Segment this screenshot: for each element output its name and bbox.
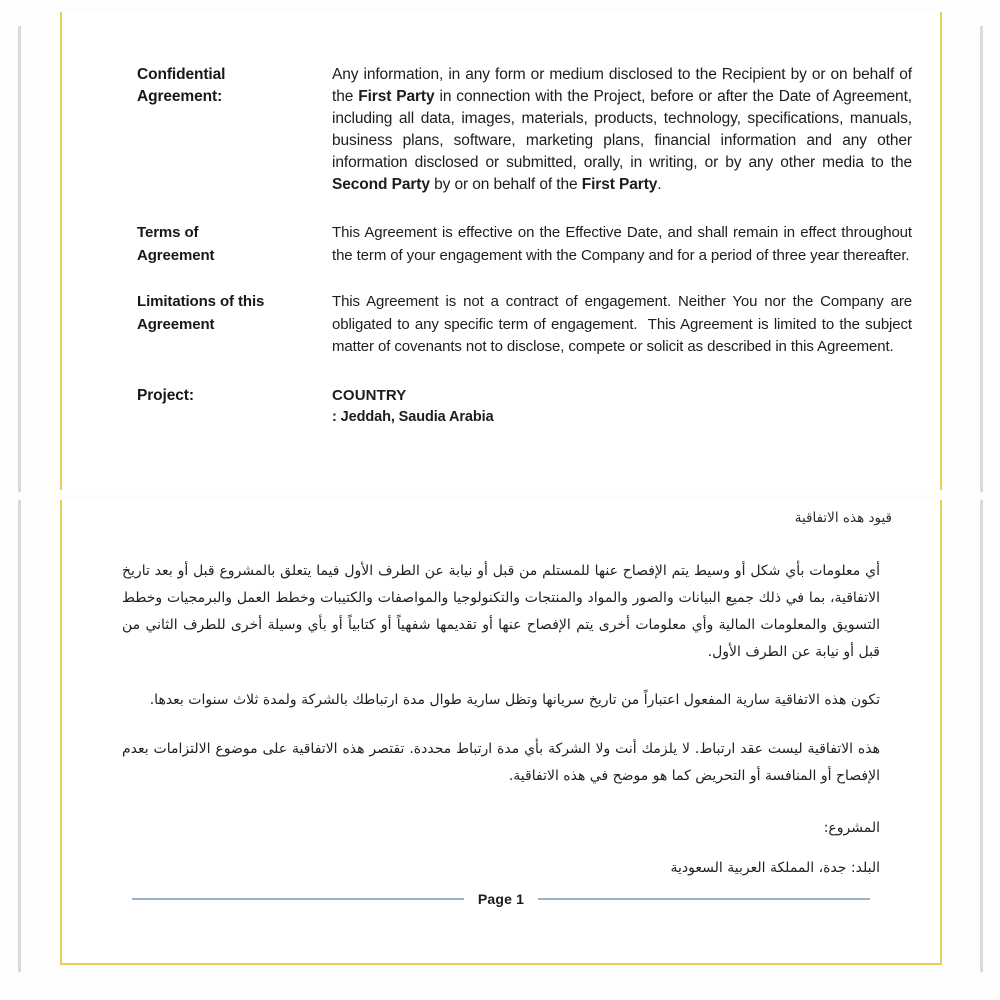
clause-row-limitations-of-this-agreement [137,291,912,359]
english-agreement-block [137,64,912,427]
clause-row-project [137,385,912,428]
page-footer [132,891,870,907]
clause-body-confidential-agreement: Any information, in any form or medium disclosed to the Recipient by or on behalf of the First Party in connection with the Project, before or after the Date of Agreement, including all data, images, materials, products, technology, specifications, manuals, business plans, software, marketing plans, financial information and any other information disclosed or submitted, orally, in writing, or by any other media to the Second Party by or on behalf of the First Party. [332,66,912,193]
clause-label-line-1: Confidential [137,66,226,83]
arabic-agreement-block [100,508,902,882]
arabic-project-label: المشروع: [823,819,880,836]
scan-rail-left-bottom [18,500,21,972]
clause-body-terms-of-agreement: This Agreement is effective on the Effective Date, and shall remain in effect throughout the term of your engagement with the Company and for a period of three year thereafter. [332,224,912,264]
arabic-paragraph-confidential: أي معلومات بأي شكل أو وسيط يتم الإفصاح عنها للمستلم من قبل أو نيابة عن الطرف الأول فيما يتعلق بالمشروع قبل أو بعد تاريخ الاتفاقية، بما في ذلك جميع البيانات والصور والمواد والمنتجات والتكنولوجيا والمواصفات والكتيبات وخطط العمل والبرمجيات وخطط التسويق والمعلومات المالية وأي معلومات أخرى يتم الإفصاح عنها أو تقديمها شفهياً أو كتابياً أو بأي وسيلة أخرى للطرف الثاني من قبل أو نيابة عن الطرف الأول. [122,562,880,661]
clause-label-line-1: Terms of [137,224,199,241]
clause-label-line-2: Agreement [137,315,215,333]
arabic-paragraph-limitations: هذه الاتفاقية ليست عقد ارتباط. لا يلزمك أنت ولا الشركة بأي مدة ارتباط محددة. تقتصر هذه الاتفاقية على موضوع الالتزامات بعدم الإفصاح أو المنافسة أو التحريض كما هو موضح في هذه الاتفاقية. [122,741,880,785]
scan-rail-right-top [980,26,983,492]
clause-label-line-2: Agreement [137,246,215,264]
clause-label-confidential-agreement [137,64,332,108]
clause-label-project: Project: [137,386,194,404]
scan-rail-right-bottom [980,500,983,972]
project-country-title: COUNTRY [332,386,407,404]
arabic-paragraph-terms: تكون هذه الاتفاقية سارية المفعول اعتباراً من تاريخ سريانها وتظل سارية طوال مدة ارتباطك بالشركة ولمدة ثلاث سنوات بعدها. [149,691,880,708]
arabic-country-line: البلد: جدة، المملكة العربية السعودية [670,860,880,877]
page-panel-english [60,12,942,490]
clause-label-terms-of-agreement [137,222,332,267]
clause-label-line-2: Agreement: [137,88,223,105]
page-panel-arabic [60,500,942,965]
arabic-heading: قيود هذه الاتفاقية [794,510,892,526]
footer-rule-right [538,898,870,900]
clause-label-limitations-of-this-agreement [137,291,332,336]
clause-body-project [332,385,912,428]
clause-row-confidential-agreement [137,64,912,196]
footer-page-label: Page 1 [477,891,525,907]
project-country-value: : Jeddah, Saudia Arabia [332,408,494,425]
clause-body-limitations-of-this-agreement: This Agreement is not a contract of engagement. Neither You nor the Company are obligated to any specific term of engagement. This Agreement is limited to the subject matter of covenants not to disclose, compete or solicit as described in this Agreement. [332,293,912,355]
scan-rail-left-top [18,26,21,492]
clause-label-line-1: Limitations of this [137,293,265,310]
footer-rule-left [132,898,464,900]
clause-row-terms-of-agreement [137,222,912,267]
